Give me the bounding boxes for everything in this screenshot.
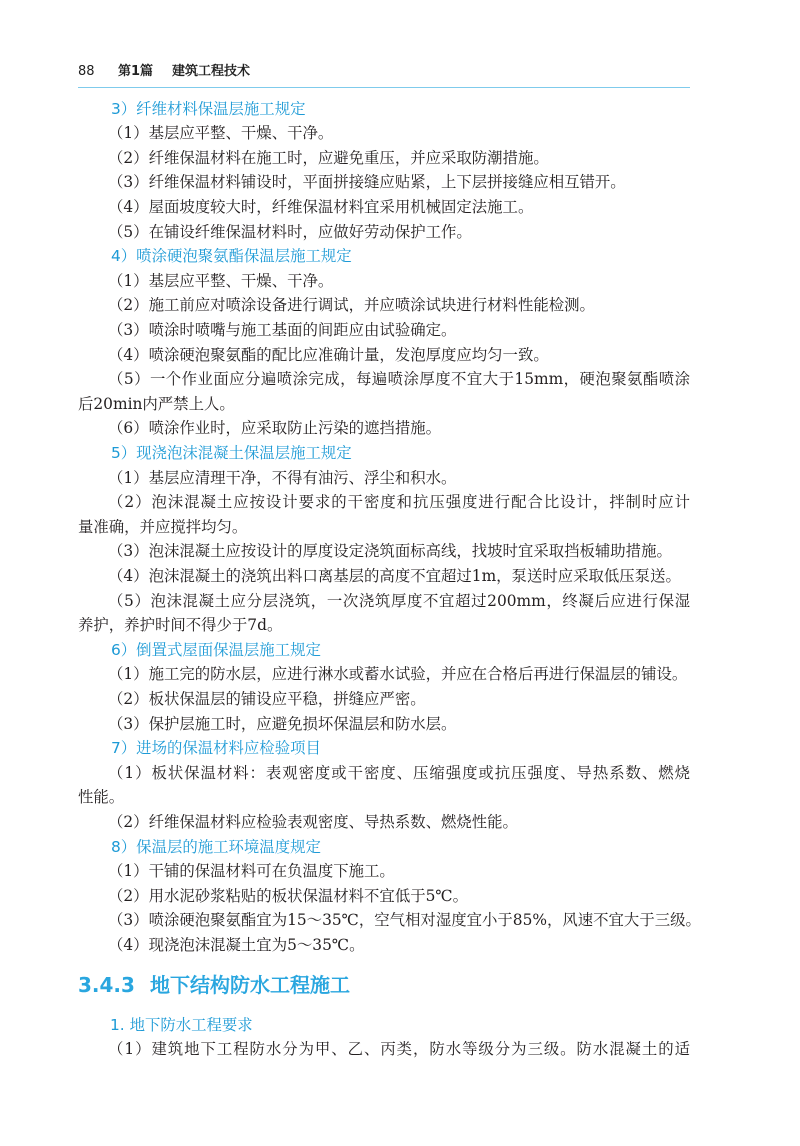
chapter-heading [78,965,690,1005]
section-title: 7）进场的保温材料应检验项目 [111,739,321,758]
list-item: （1）基层应平整、干燥、干净。 [108,124,334,143]
list-item: （2）施工前应对喷涂设备进行调试，并应喷涂试块进行材料性能检测。 [108,296,595,315]
part-title: 建筑工程技术 [172,64,251,79]
section-title: 4）喷涂硬泡聚氨酯保温层施工规定 [111,247,352,266]
list-item: （3）喷涂时喷嘴与施工基面的间距应由试验确定。 [108,321,457,340]
list-item-line: （5）泡沫混凝土应分层浇筑，一次浇筑厚度不宜超过200mm，终凝后应进行保湿 [108,591,690,610]
list-item: （1）施工完的防水层，应进行淋水或蓄水试验，并应在合格后再进行保温层的铺设。 [108,665,688,684]
list-item: （4）屋面坡度较大时，纤维保温材料宜采用机械固定法施工。 [108,198,534,217]
heading-title: 地下结构防水工程施工 [150,973,350,998]
list-item: （2）板状保温层的铺设应平稳，拼缝应严密。 [108,689,426,708]
section-title: 8）保温层的施工环境温度规定 [111,837,321,856]
list-item: （3）泡沫混凝土应按设计的厚度设定浇筑面标高线，找坡时宜采取挡板辅助措施。 [108,542,672,561]
section-title: 5）现浇泡沫混凝土保温层施工规定 [111,444,352,462]
list-item: （2）纤维保温材料应检验表观密度、导热系数、燃烧性能。 [108,812,518,831]
list-item-continuation: 性能。 [78,788,125,807]
running-header [78,62,250,82]
page-number: 88 [78,64,95,79]
section-title: 6）倒置式屋面保温层施工规定 [111,640,321,659]
list-item: （4）喷涂硬泡聚氨酯的配比应准确计量，发泡厚度应均匀一致。 [108,345,549,364]
list-item: （1）干铺的保温材料可在负温度下施工。 [108,862,395,881]
list-item-continuation: 养护，养护时间不得少于7d。 [78,616,283,635]
list-item: （3）纤维保温材料铺设时，平面拼接缝应贴紧，上下层拼接缝应相互错开。 [108,173,626,192]
subsection-title: 1. 地下防水工程要求 [110,1015,253,1034]
list-item: （3）喷涂硬泡聚氨酯宜为15～35℃，空气相对湿度宜小于85%，风速不宜大于三级。 [108,911,701,930]
heading-number: 3.4.3 [78,973,135,998]
list-item-continuation: 后20min内严禁上人。 [78,394,235,413]
list-item-continuation: 量准确，并应搅拌均匀。 [78,517,248,536]
list-item: （1）基层应平整、干燥、干净。 [108,271,334,290]
list-item: （1）基层应清理干净，不得有油污、浮尘和积水。 [108,468,457,487]
header-rule [78,87,690,88]
list-item: （4）现浇泡沫混凝土宜为5～35℃。 [108,935,365,954]
page-body [78,97,701,1062]
list-item: （2）用水泥砂浆粘贴的板状保温材料不宜低于5℃。 [108,886,469,905]
list-item: （4）泡沫混凝土的浇筑出料口离基层的高度不宜超过1m，泵送时应采取低压泵送。 [108,566,681,585]
list-item-line: （1）建筑地下工程防水分为甲、乙、丙类，防水等级分为三级。防水混凝土的适 [108,1040,690,1059]
list-item: （2）纤维保温材料在施工时，应避免重压，并应采取防潮措施。 [108,148,549,167]
list-item-line: （1）板状保温材料：表观密度或干密度、压缩强度或抗压强度、导热系数、燃烧 [108,763,690,782]
part-label: 第1篇 [118,64,154,79]
list-item: （3）保护层施工时，应避免损坏保温层和防水层。 [108,714,457,733]
section-title: 3）纤维材料保温层施工规定 [111,99,306,118]
list-item-line: （2）泡沫混凝土应按设计要求的干密度和抗压强度进行配合比设计，拌制时应计 [108,493,690,512]
list-item-line: （5）一个作业面应分遍喷涂完成，每遍喷涂厚度不宜大于15mm，硬泡聚氨酯喷涂 [108,370,690,389]
list-item: （6）喷涂作业时，应采取防止污染的遮挡措施。 [108,419,441,438]
list-item: （5）在铺设纤维保温材料时，应做好劳动保护工作。 [108,222,472,241]
